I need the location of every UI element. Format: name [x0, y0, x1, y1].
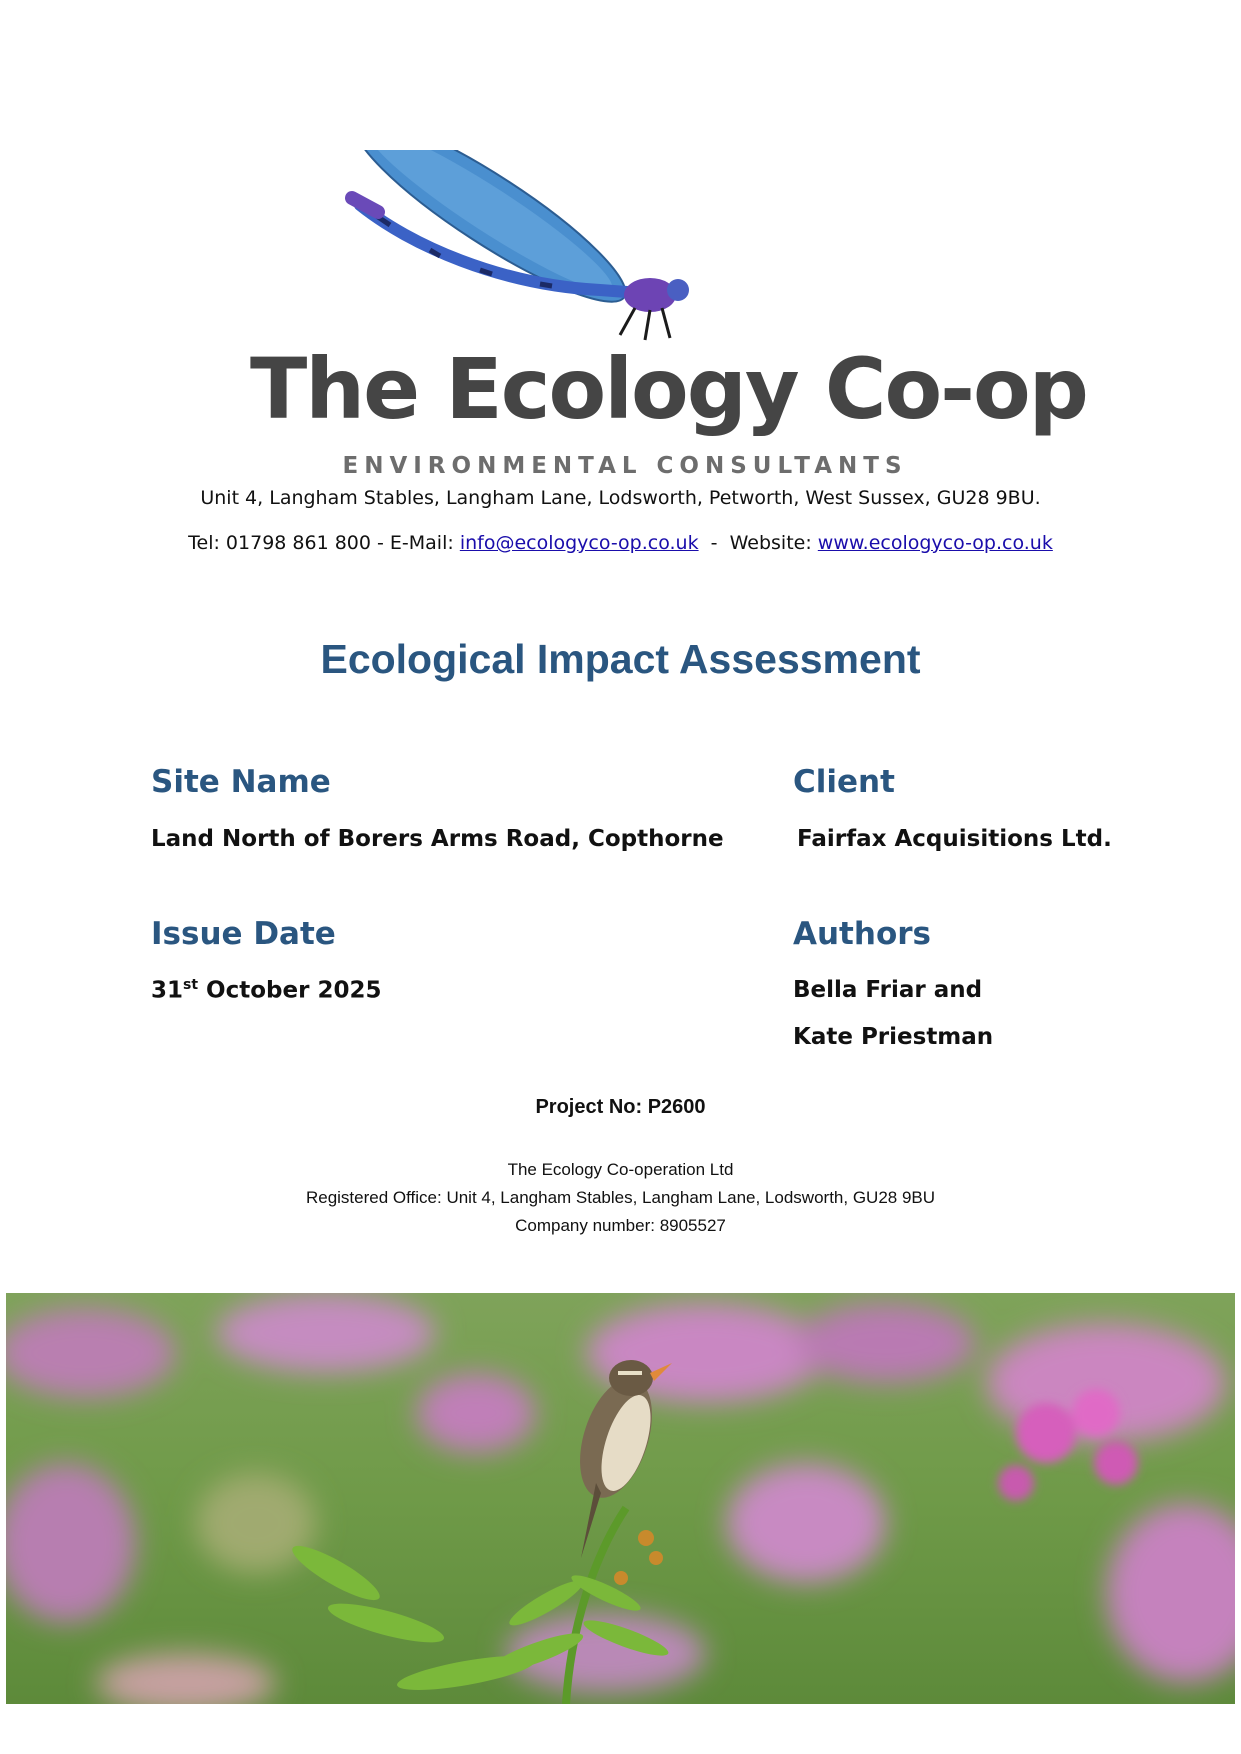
client-value: Fairfax Acquisitions Ltd. [797, 826, 1112, 852]
author-1: Bella Friar and [793, 977, 983, 1003]
document-title: Ecological Impact Assessment [320, 636, 921, 682]
client-label: Client [793, 764, 895, 800]
issue-date-month-year: October 2025 [198, 977, 382, 1004]
site-name-value: Land North of Borers Arms Road, Copthorne [151, 826, 724, 852]
issue-date-suffix: st [183, 977, 199, 993]
contact-line [0, 532, 1241, 554]
issue-date-value [151, 977, 381, 1004]
company-address: Unit 4, Langham Stables, Langham Lane, Lodsworth, Petworth, West Sussex, GU28 9BU. [200, 487, 1041, 509]
dragonfly-logo-icon [240, 150, 1087, 490]
company-number: Company number: 8905527 [515, 1216, 726, 1235]
logo-wordmark: The Ecology Co-op [250, 340, 1087, 438]
logo-tagline: ENVIRONMENTAL CONSULTANTS [342, 453, 908, 479]
author-2: Kate Priestman [793, 1024, 994, 1050]
project-number: Project No: P2600 [535, 1096, 706, 1118]
website-link[interactable]: www.ecologyco-op.co.uk [817, 532, 1053, 554]
email-link[interactable]: info@ecologyco-op.co.uk [459, 532, 699, 554]
registered-office: Registered Office: Unit 4, Langham Stables, Langham Lane, Lodsworth, GU28 9BU [305, 1188, 936, 1207]
issue-date-label: Issue Date [151, 916, 336, 952]
site-name-label: Site Name [151, 764, 331, 800]
issue-date-day: 31 [151, 977, 184, 1004]
cover-photo-bird-image [6, 1293, 1235, 1704]
website-label: - Website: [698, 532, 818, 554]
company-name: The Ecology Co-operation Ltd [507, 1160, 734, 1179]
authors-label: Authors [793, 916, 931, 952]
tel-label: Tel: 01798 861 800 - E-Mail: [188, 532, 460, 554]
